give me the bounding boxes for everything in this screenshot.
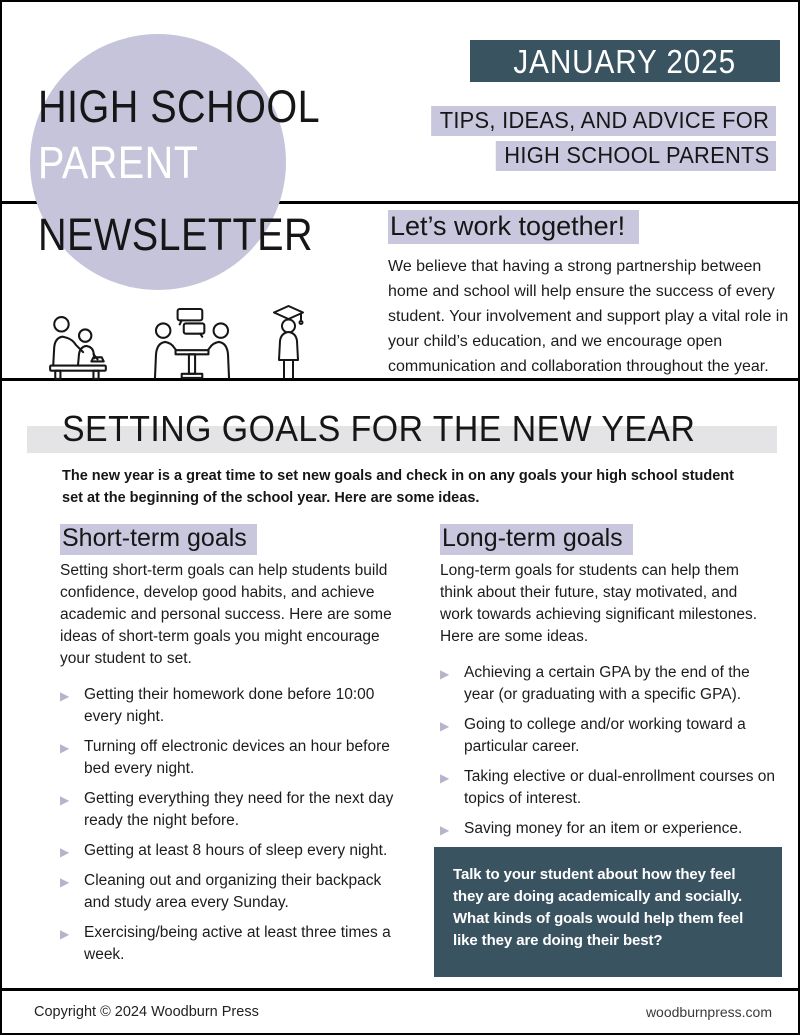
section-title: SETTING GOALS FOR THE NEW YEAR: [62, 408, 696, 449]
list-item: [60, 922, 406, 966]
triangle-bullet-icon: ▶: [440, 719, 450, 733]
masthead-title-line2: PARENT: [38, 137, 199, 188]
long-term-list: [440, 662, 784, 840]
tagline-line2: HIGH SCHOOL PARENTS: [496, 141, 776, 171]
triangle-bullet-icon: ▶: [440, 823, 450, 837]
parent-helping-child-icon: [47, 315, 111, 380]
short-term-goals-column: [60, 522, 406, 974]
masthead-title-line3: NEWSLETTER: [38, 209, 314, 260]
triangle-bullet-icon: ▶: [440, 667, 450, 681]
footer: [2, 988, 798, 1033]
masthead-title-line1: HIGH SCHOOL: [38, 81, 321, 132]
list-item: [60, 870, 406, 914]
talk-to-student-callout: Talk to your student about how they feel they are doing academically and socially. What kinds of goals would help them feel like they are doing their best?: [434, 847, 782, 977]
copyright-text: Copyright © 2024 Woodburn Press: [34, 1004, 259, 1020]
triangle-bullet-icon: ▶: [60, 927, 70, 941]
website-link[interactable]: woodburnpress.com: [645, 1004, 772, 1020]
graduate-icon: [272, 305, 305, 380]
list-item: [440, 818, 784, 840]
list-item: [440, 714, 784, 758]
list-item-text: Exercising/being active at least three times a week.: [84, 924, 391, 963]
tagline: [413, 106, 776, 171]
issue-date: JANUARY 2025: [513, 42, 737, 80]
triangle-bullet-icon: ▶: [60, 793, 70, 807]
long-term-goals-column: [440, 522, 784, 848]
issue-date-banner: [470, 40, 780, 82]
tagline-line1: TIPS, IDEAS, AND ADVICE FOR: [431, 106, 776, 136]
triangle-bullet-icon: ▶: [60, 689, 70, 703]
short-term-body: Setting short-term goals can help students build confidence, develop good habits, and achieve academic and personal success. Here are some ideas of short-term goals you might encourage your student to set.: [60, 562, 392, 667]
list-item: [440, 662, 784, 706]
intro-paragraph: We believe that having a strong partnership between home and school will help ensure the success of every student. Your involvement and support play a vital role in your child’s education, and we encourage open communication and collaboration throughout the year.: [388, 258, 789, 375]
list-item-text: Taking elective or dual-enrollment courses on topics of interest.: [464, 768, 776, 807]
list-item-text: Saving money for an item or experience.: [464, 820, 743, 837]
list-item-text: Getting their homework done before 10:00 every night.: [84, 686, 375, 725]
list-item-text: Getting at least 8 hours of sleep every night.: [84, 842, 388, 859]
list-item: [60, 840, 406, 862]
section-intro: The new year is a great time to set new goals and check in on any goals your high school student set at the beginning of the school year. Here are some ideas.: [62, 468, 734, 506]
list-item-text: Turning off electronic devices an hour before bed every night.: [84, 738, 390, 777]
parents-meeting-icon: [150, 308, 234, 380]
triangle-bullet-icon: ▶: [60, 875, 70, 889]
long-term-body: Long-term goals for students can help them think about their future, stay motivated, and work towards achieving significant milestones. Here are some ideas.: [440, 562, 758, 645]
short-term-list: [60, 684, 406, 966]
list-item: [60, 788, 406, 832]
triangle-bullet-icon: ▶: [440, 771, 450, 785]
lets-work-together-heading: Let’s work together!: [388, 211, 639, 242]
short-term-heading: Short-term goals: [60, 522, 406, 554]
triangle-bullet-icon: ▶: [60, 741, 70, 755]
list-item-text: Cleaning out and organizing their backpack and study area every Sunday.: [84, 872, 382, 911]
list-item: [60, 736, 406, 780]
list-item: [440, 766, 784, 810]
long-term-heading: Long-term goals: [440, 522, 784, 554]
triangle-bullet-icon: ▶: [60, 845, 70, 859]
list-item: [60, 684, 406, 728]
list-item-text: Achieving a certain GPA by the end of the year (or graduating with a specific GPA).: [464, 664, 750, 703]
list-item-text: Going to college and/or working toward a particular career.: [464, 716, 746, 755]
list-item-text: Getting everything they need for the next day ready the night before.: [84, 790, 394, 829]
